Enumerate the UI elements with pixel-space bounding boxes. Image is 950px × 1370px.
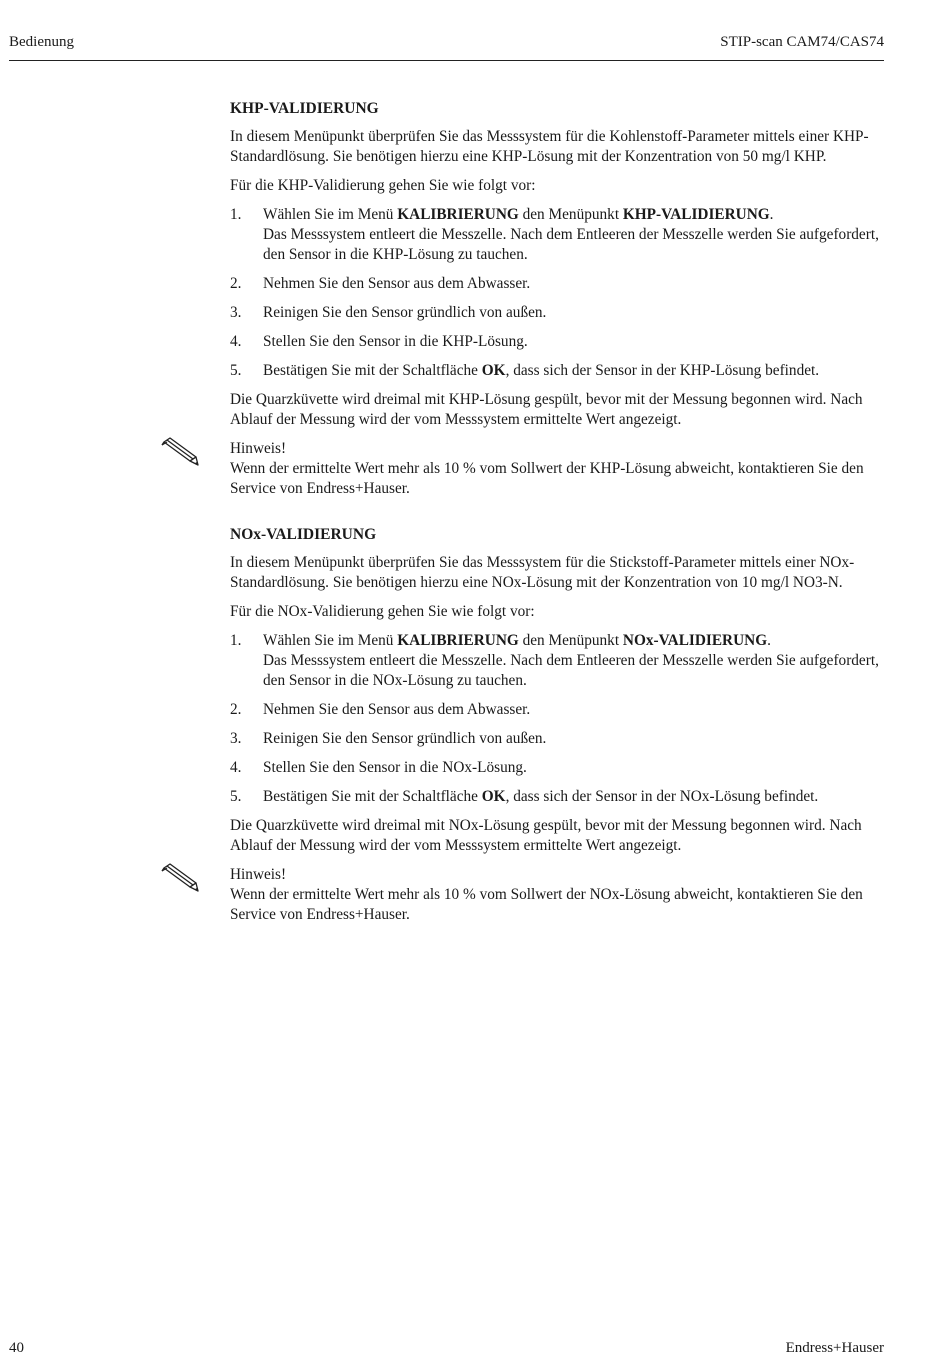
header-section-title: Bedienung — [9, 34, 74, 50]
page-number: 40 — [9, 1340, 24, 1356]
khp-section — [230, 99, 888, 499]
step-number: 3. — [230, 304, 242, 321]
note-title: Hinweis! — [230, 440, 287, 457]
note-title: Hinweis! — [230, 866, 287, 883]
nox-section — [230, 525, 888, 925]
step-number: 4. — [230, 759, 242, 776]
step-number: 2. — [230, 701, 242, 718]
footer-brand: Endress+Hauser — [785, 1340, 884, 1356]
page-content — [230, 99, 888, 934]
ok-button-label: OK — [481, 362, 506, 379]
step-number: 1. — [230, 632, 242, 649]
nox-lead: Für die NOx-Validierung gehen Sie wie folgt vor: — [230, 603, 535, 620]
step-text: Nehmen Sie den Sensor aus dem Abwasser. — [263, 275, 531, 292]
nox-step-5 — [230, 787, 888, 807]
header-document-title: STIP-scan CAM74/CAS74 — [720, 34, 884, 50]
menu-name: KALIBRIERUNG — [397, 206, 519, 223]
note-text: Wenn der ermittelte Wert mehr als 10 % vom Sollwert der NOx-Lösung abweicht, kontaktieren Sie den Service von Endress+Hauser. — [230, 886, 863, 923]
step-text: Wählen Sie im Menü KALIBRIERUNG den Menüpunkt KHP-VALIDIERUNG. — [263, 206, 774, 223]
step-text: Bestätigen Sie mit der Schaltfläche OK, dass sich der Sensor in der KHP-Lösung befindet. — [263, 362, 820, 379]
step-text: Reinigen Sie den Sensor gründlich von außen. — [263, 730, 547, 747]
step-text: Nehmen Sie den Sensor aus dem Abwasser. — [263, 701, 531, 718]
nox-note — [230, 865, 888, 925]
menu-item-name: KHP-VALIDIERUNG — [622, 206, 770, 223]
khp-after-text: Die Quarzküvette wird dreimal mit KHP-Lösung gespült, bevor mit der Messung begonnen wird. Nach Ablauf der Messung wird der vom Messsystem ermittelte Wert angezeigt. — [230, 391, 863, 428]
khp-intro: In diesem Menüpunkt überprüfen Sie das Messsystem für die Kohlenstoff-Parameter mittels einer KHP-Standardlösung. Sie benötigen hierzu eine KHP-Lösung mit der Konzentration von 50 mg/l KHP. — [230, 128, 869, 165]
khp-step-1 — [230, 205, 888, 265]
nox-step-4 — [230, 758, 888, 778]
step-text: Stellen Sie den Sensor in die KHP-Lösung. — [263, 333, 528, 350]
step-number: 4. — [230, 333, 242, 350]
step-text: Wählen Sie im Menü KALIBRIERUNG den Menüpunkt NOx-VALIDIERUNG. — [263, 632, 771, 649]
nox-step-3 — [230, 729, 888, 749]
step-text: Stellen Sie den Sensor in die NOx-Lösung. — [263, 759, 527, 776]
step-subtext: Das Messsystem entleert die Messzelle. Nach dem Entleeren der Messzelle werden Sie aufgefordert, den Sensor in die KHP-Lösung zu tauchen. — [263, 226, 879, 263]
note-text: Wenn der ermittelte Wert mehr als 10 % vom Sollwert der KHP-Lösung abweicht, kontaktieren Sie den Service von Endress+Hauser. — [230, 460, 864, 497]
khp-step-4 — [230, 332, 888, 352]
step-number: 5. — [230, 362, 242, 379]
khp-lead: Für die KHP-Validierung gehen Sie wie folgt vor: — [230, 177, 536, 194]
nox-steps — [230, 631, 888, 807]
nox-heading: NOx-VALIDIERUNG — [230, 526, 377, 543]
pencil-note-icon — [160, 863, 200, 893]
step-number: 5. — [230, 788, 242, 805]
step-text: Bestätigen Sie mit der Schaltfläche OK, dass sich der Sensor in der NOx-Lösung befindet. — [263, 788, 819, 805]
step-number: 1. — [230, 206, 242, 223]
pencil-note-icon — [160, 437, 200, 467]
nox-after-text: Die Quarzküvette wird dreimal mit NOx-Lösung gespült, bevor mit der Messung begonnen wird. Nach Ablauf der Messung wird der vom Messsystem ermittelte Wert angezeigt. — [230, 817, 862, 854]
khp-note — [230, 439, 888, 499]
menu-name: KALIBRIERUNG — [397, 632, 519, 649]
step-text: Reinigen Sie den Sensor gründlich von außen. — [263, 304, 547, 321]
khp-steps — [230, 205, 888, 381]
page-header — [9, 30, 884, 61]
ok-button-label: OK — [481, 788, 506, 805]
page-footer — [9, 1340, 884, 1360]
menu-item-name: NOx-VALIDIERUNG — [622, 632, 768, 649]
step-subtext: Das Messsystem entleert die Messzelle. Nach dem Entleeren der Messzelle werden Sie aufgefordert, den Sensor in die NOx-Lösung zu tauchen. — [263, 652, 879, 689]
khp-step-3 — [230, 303, 888, 323]
step-number: 2. — [230, 275, 242, 292]
nox-step-2 — [230, 700, 888, 720]
nox-step-1 — [230, 631, 888, 691]
nox-intro: In diesem Menüpunkt überprüfen Sie das Messsystem für die Stickstoff-Parameter mittels einer NOx-Standardlösung. Sie benötigen hierzu eine NOx-Lösung mit der Konzentration von 10 mg/l NO3-N. — [230, 554, 855, 591]
khp-step-5 — [230, 361, 888, 381]
khp-step-2 — [230, 274, 888, 294]
khp-heading: KHP-VALIDIERUNG — [230, 100, 379, 117]
step-number: 3. — [230, 730, 242, 747]
